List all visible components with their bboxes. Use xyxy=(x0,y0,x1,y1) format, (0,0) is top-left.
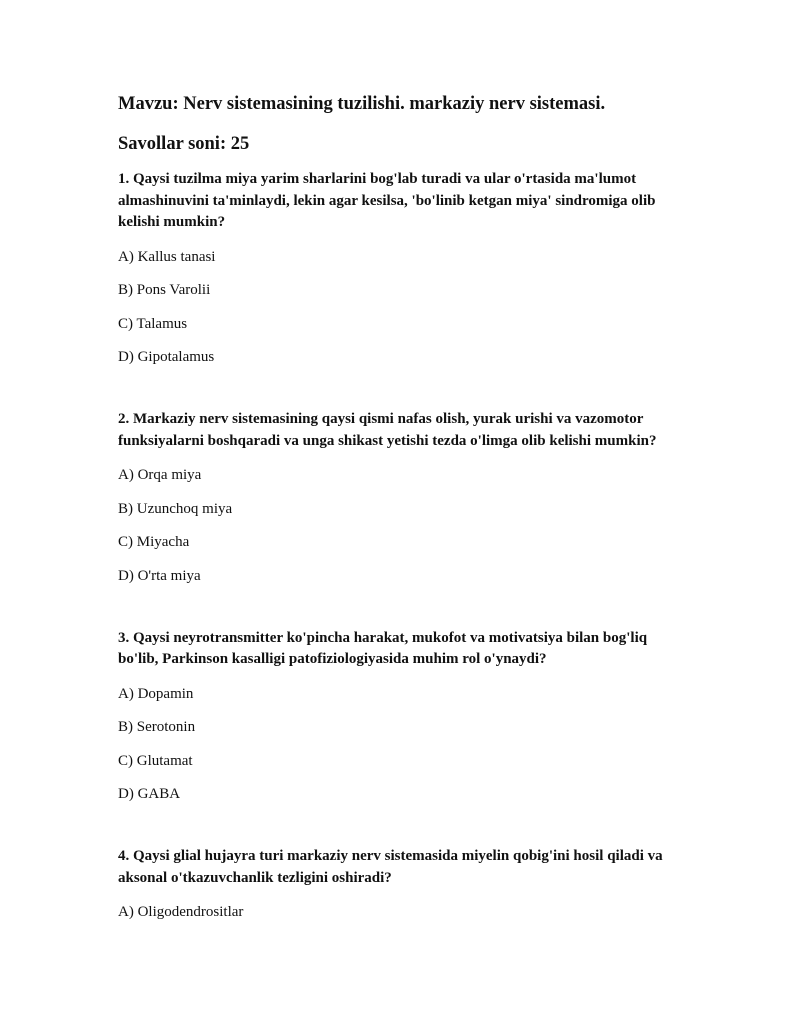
question-text: 1. Qaysi tuzilma miya yarim sharlarini bog'lab turadi va ular o'rtasida ma'lumot almashinuvini ta'minlaydi, lekin agar kesilsa, 'bo'linib ketgan miya' sindromiga olib kelishi mumkin? xyxy=(118,171,656,230)
option-c: C) Miyacha xyxy=(118,534,190,550)
document-page xyxy=(118,92,688,922)
option-d: D) GABA xyxy=(118,786,181,802)
option-c: C) Talamus xyxy=(118,315,188,332)
option-a: A) Orqa miya xyxy=(118,467,202,483)
question-text: 4. Qaysi glial hujayra turi markaziy nerv sistemasida miyelin qobig'ini hosil qiladi va aksonal o'tkazuvchanlik tezligini oshiradi? xyxy=(118,848,663,886)
option-a: A) Dopamin xyxy=(118,685,194,702)
option-a: A) Oligodendrositlar xyxy=(118,904,244,920)
question-text: 3. Qaysi neyrotransmitter ko'pincha harakat, mukofot va motivatsiya bilan bog'liq bo'lib, Parkinson kasalligi patofiziologiyasida muhim rol o'ynaydi? xyxy=(118,629,648,667)
option-d: D) O'rta miya xyxy=(118,567,201,584)
option-a: A) Kallus tanasi xyxy=(118,248,216,265)
question-1 xyxy=(118,169,688,367)
option-d: D) Gipotalamus xyxy=(118,349,215,365)
question-2 xyxy=(118,409,688,586)
question-3 xyxy=(118,628,688,805)
page-title: Mavzu: Nerv sistemasining tuzilishi. markaziy nerv sistemasi. xyxy=(118,94,606,114)
option-c: C) Glutamat xyxy=(118,752,193,769)
question-4 xyxy=(118,846,688,922)
option-b: B) Serotonin xyxy=(118,719,196,735)
option-b: B) Pons Varolii xyxy=(118,282,211,298)
question-text: 2. Markaziy nerv sistemasining qaysi qismi nafas olish, yurak urishi va vazomotor funksiyalarni boshqaradi va unga shikast yetishi tezda o'limga olib kelishi mumkin? xyxy=(118,411,657,449)
option-b: B) Uzunchoq miya xyxy=(118,500,233,517)
question-count: Savollar soni: 25 xyxy=(118,134,250,154)
